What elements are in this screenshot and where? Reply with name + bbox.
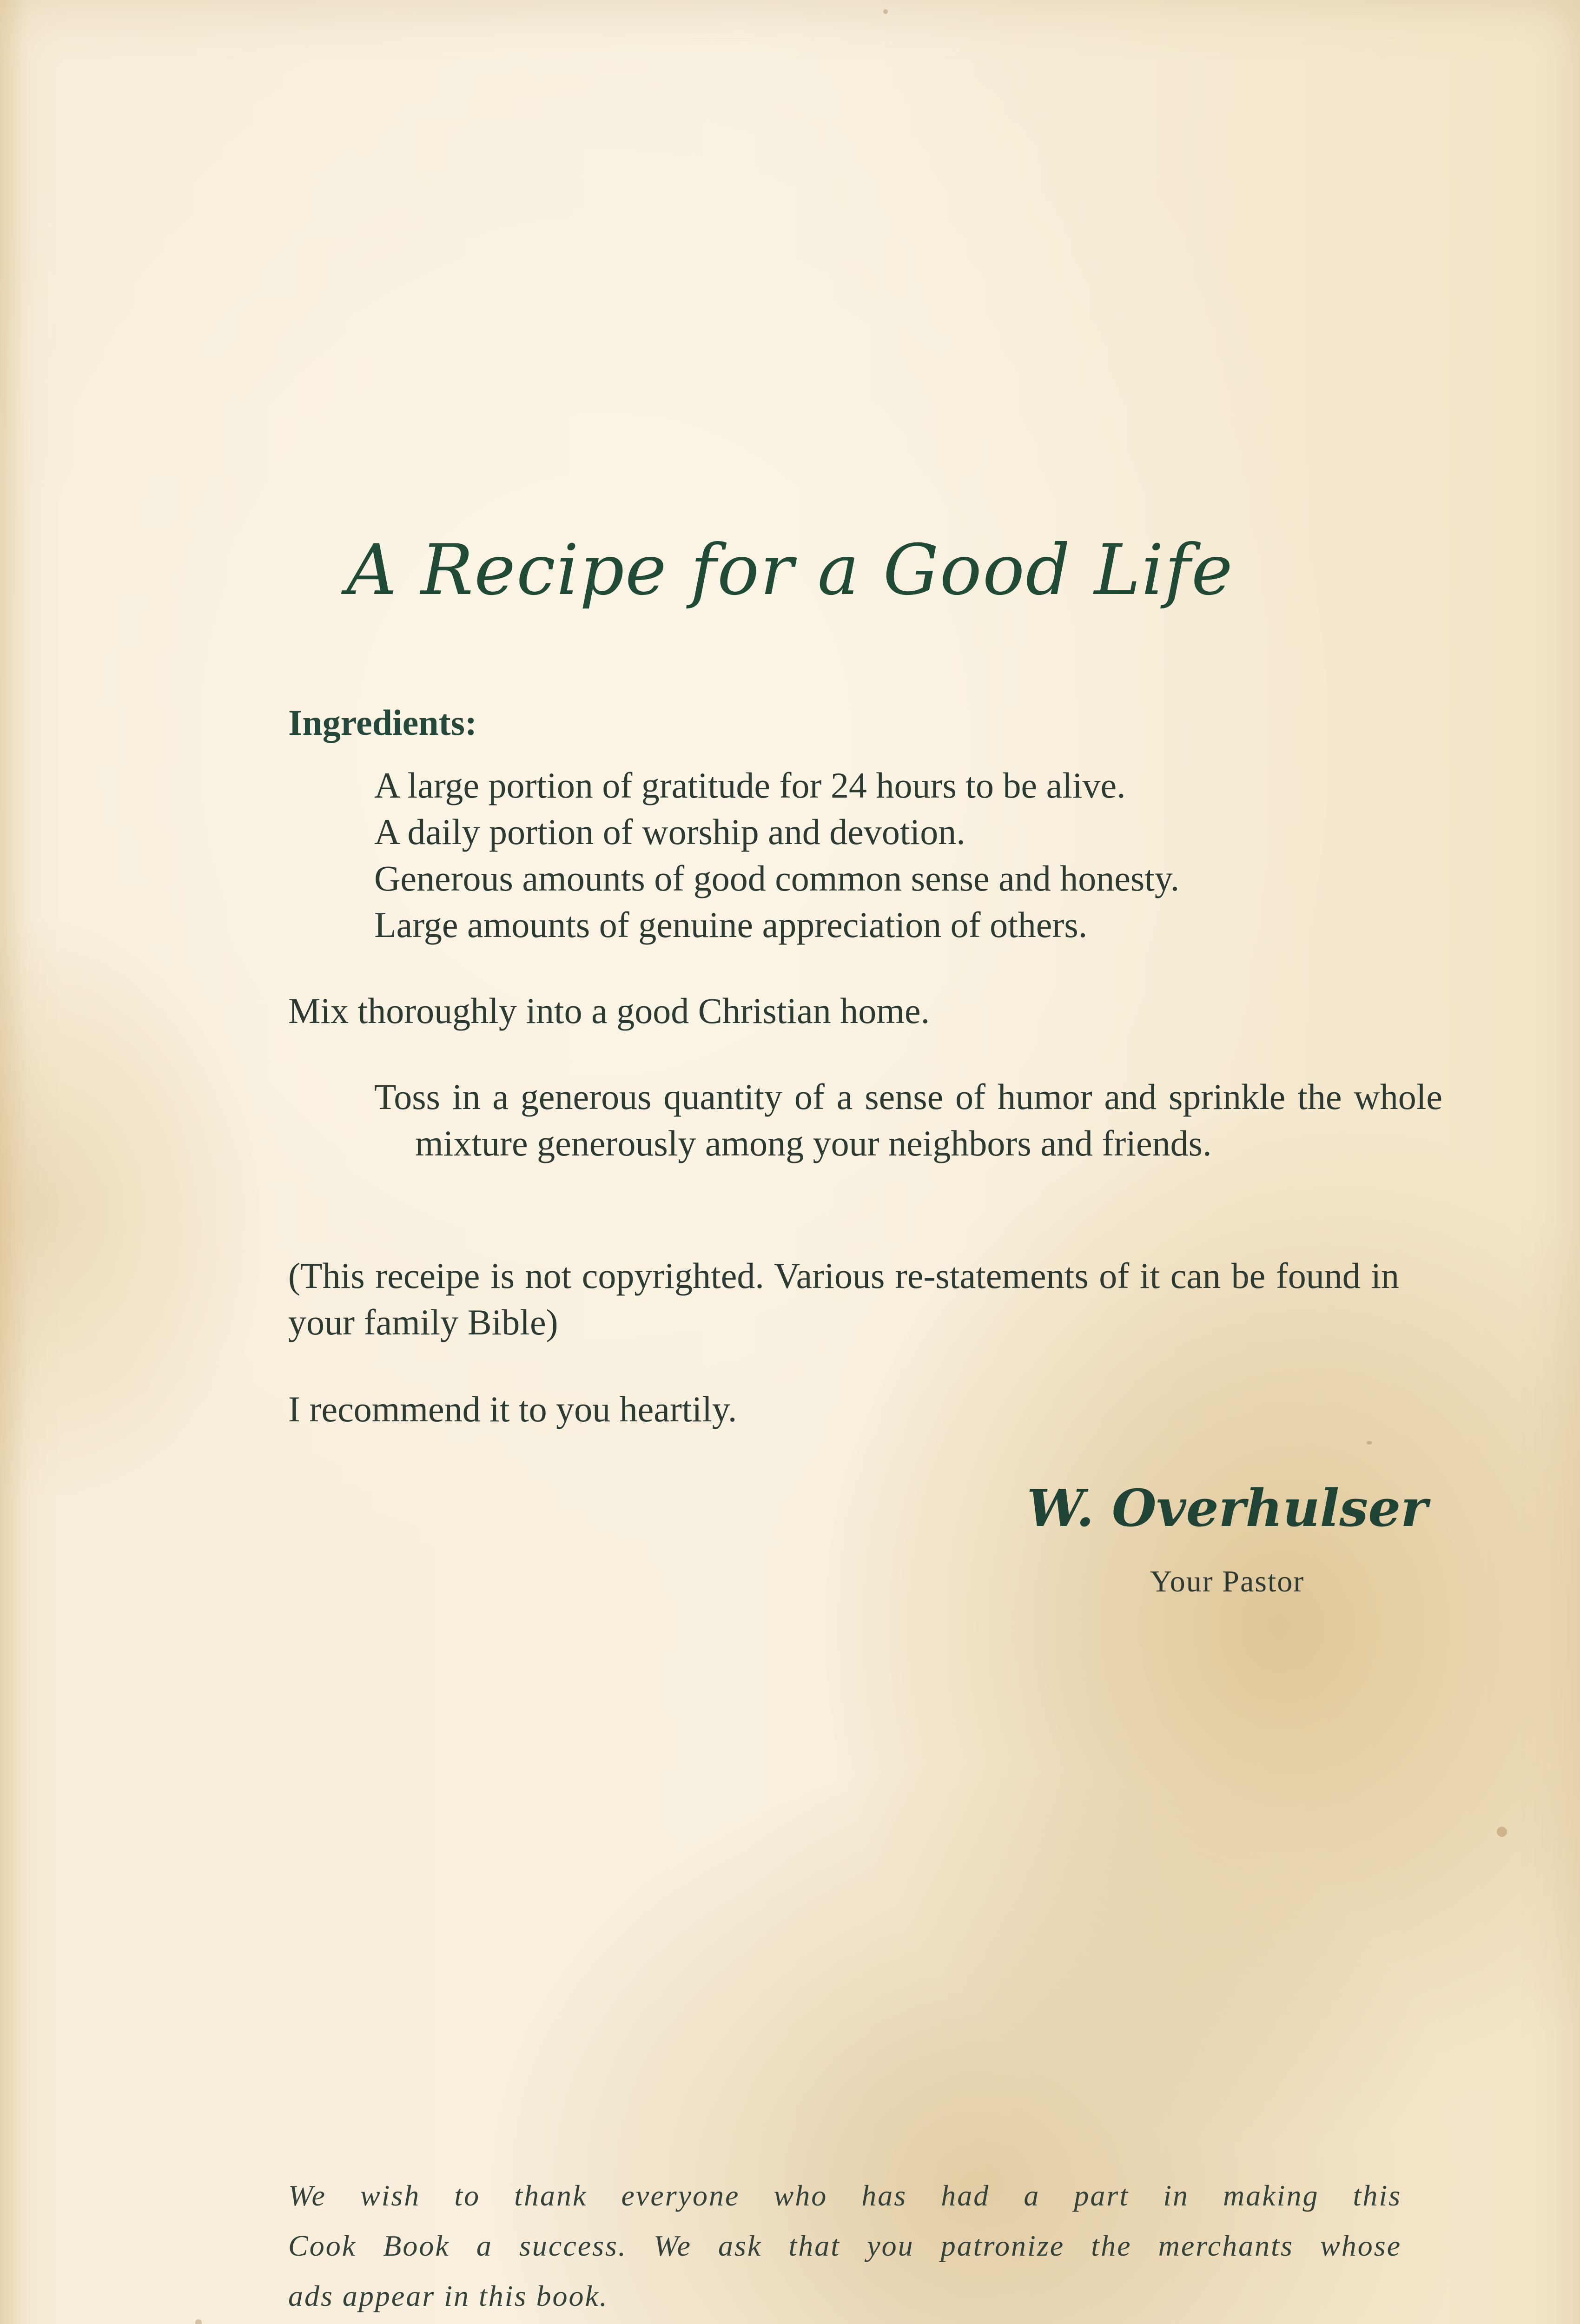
toss-instruction: Toss in a generous quantity of a sense of humor and sprinkle the whole mixture generously among your neighbors and friends. xyxy=(374,1076,1442,1163)
recommendation: I recommend it to you heartily. xyxy=(288,1389,737,1429)
paper-speck xyxy=(1497,1827,1507,1837)
ingredient-item: A daily portion of worship and devotion. xyxy=(374,812,965,852)
paper-speck xyxy=(883,9,888,14)
copyright-note: (This receipe is not copyrighted. Various re-statements of it can be found in your family Bible) xyxy=(288,1255,1399,1342)
ingredients-list xyxy=(374,762,1490,948)
ingredient-item: Generous amounts of good common sense and honesty. xyxy=(374,858,1180,898)
pastor-title: Your Pastor xyxy=(1150,1565,1305,1598)
thanks-line: Cook Book a success. We ask that you patronize the merchants whose xyxy=(288,2229,1402,2262)
mix-instruction: Mix thoroughly into a good Christian home. xyxy=(288,990,930,1031)
thanks-line: ads appear in this book. xyxy=(288,2279,608,2312)
pastor-signature: W. Overhulser xyxy=(1026,1478,1428,1538)
page-title: A Recipe for a Good Life xyxy=(346,530,1234,611)
thanks-note xyxy=(288,2171,1402,2321)
thanks-line: We wish to thank everyone who has had a part in making this xyxy=(288,2179,1402,2212)
ingredient-item: A large portion of gratitude for 24 hours to be alive. xyxy=(374,765,1126,805)
paper-speck xyxy=(195,2319,202,2324)
ingredient-item: Large amounts of genuine appreciation of others. xyxy=(374,905,1088,945)
paper-speck xyxy=(1367,1441,1372,1445)
ingredients-heading: Ingredients: xyxy=(288,702,477,743)
